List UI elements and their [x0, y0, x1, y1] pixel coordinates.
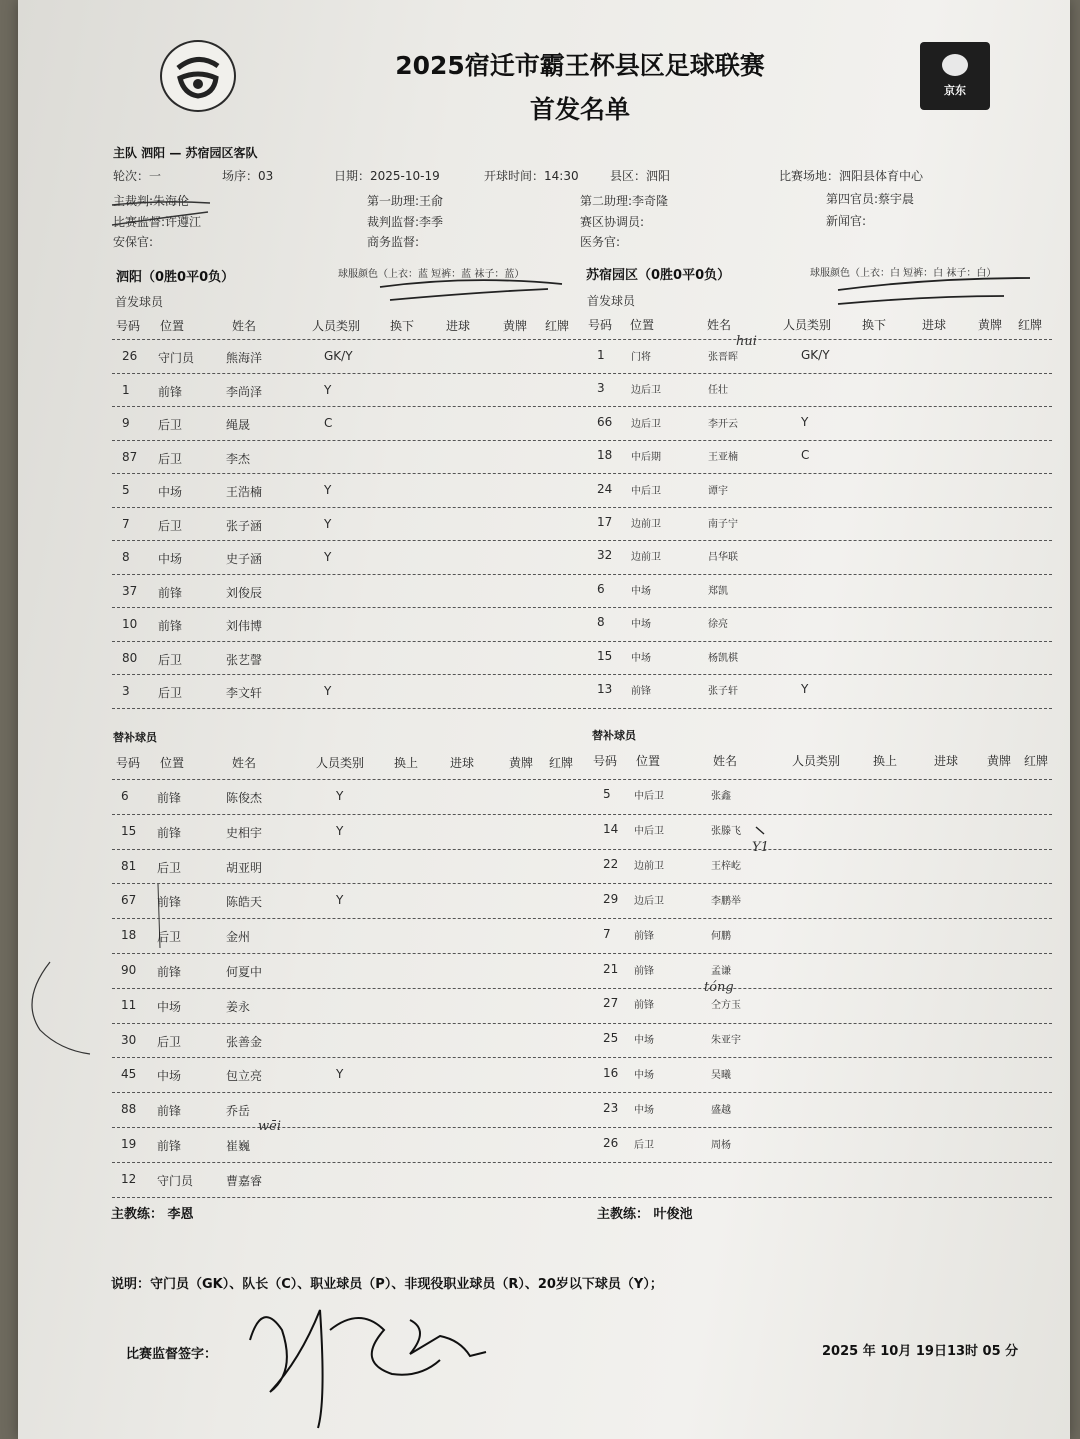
- away-player-position: 中场: [634, 1035, 654, 1047]
- away-player-position: 前锋: [631, 686, 651, 697]
- away-player-position: 中场: [631, 652, 651, 664]
- home-starters-column-header: 换下: [390, 319, 415, 333]
- home-player-name: 陈俊杰: [226, 791, 263, 805]
- away-subs-column-header: 黄牌: [987, 754, 1012, 768]
- home-player-position: 后卫: [157, 930, 182, 945]
- away-player-position: 中后卫: [631, 485, 661, 497]
- away-player-name: 吴曦: [711, 1070, 731, 1082]
- away-player-name: 王梓屹: [711, 860, 741, 872]
- home-starters-label: 首发球员: [115, 295, 164, 309]
- away-player-number: 32: [597, 548, 613, 563]
- home-player-number: 45: [121, 1067, 137, 1082]
- home-player-category: Y: [336, 1067, 344, 1082]
- home-player-number: 8: [122, 550, 130, 564]
- away-starters-column-header: 进球: [922, 318, 947, 332]
- home-player-name: 金州: [226, 930, 251, 945]
- county: 县区：泗阳: [610, 169, 671, 183]
- assistant-referee-2: 第二助理:李奇隆: [580, 194, 669, 208]
- home-player-number: 26: [122, 349, 138, 363]
- away-player-position: 中后卫: [634, 791, 664, 802]
- match-order: 场序：03: [222, 169, 274, 183]
- match-date: 日期：2025-10-19: [334, 169, 440, 183]
- home-player-name: 李文轩: [226, 686, 263, 700]
- home-player-number: 80: [122, 650, 138, 665]
- home-player-number: 5: [122, 483, 130, 497]
- home-player-name: 刘俊辰: [226, 585, 263, 600]
- signature-time: 2025 年 10月 19日13时 05 分: [822, 1344, 1019, 1359]
- home-player-position: 后卫: [157, 860, 182, 875]
- away-player-name: 徐亮: [708, 619, 728, 631]
- row-divider: [112, 708, 1052, 709]
- home-player-category: C: [324, 416, 333, 430]
- home-player-position: 前锋: [158, 619, 183, 633]
- home-subs-column-header: 人员类别: [316, 756, 365, 770]
- away-player-number: 7: [603, 926, 611, 941]
- away-player-name: 任壮: [708, 385, 728, 397]
- referee-assessor: 裁判监督:李季: [367, 215, 444, 229]
- home-player-name: 史相宇: [226, 825, 263, 840]
- away-player-position: 边后卫: [631, 385, 661, 397]
- home-player-name: 刘伟博: [226, 619, 263, 633]
- away-player-number: 26: [603, 1136, 619, 1150]
- home-player-name: 何夏中: [226, 965, 263, 979]
- home-player-position: 中场: [157, 999, 182, 1014]
- away-starters-column-header: 红牌: [1018, 318, 1043, 332]
- row-divider: [112, 779, 1052, 780]
- away-subs-column-header: 号码: [593, 754, 618, 768]
- away-player-name: 吕华联: [708, 552, 738, 564]
- home-starters-column-header: 姓名: [232, 319, 257, 333]
- home-player-position: 中场: [157, 1069, 182, 1084]
- home-player-number: 88: [121, 1102, 137, 1117]
- row-divider: [112, 814, 1052, 815]
- away-head-coach: 主教练： 叶俊池: [597, 1207, 693, 1222]
- away-starters-column-header: 姓名: [707, 318, 732, 332]
- row-divider: [112, 1023, 1052, 1024]
- home-player-name: 张子涵: [226, 518, 263, 533]
- home-player-category: Y: [324, 550, 332, 564]
- handwritten-tong: tóng: [704, 980, 734, 995]
- home-player-number: 19: [121, 1137, 137, 1151]
- away-player-number: 23: [603, 1101, 619, 1116]
- row-divider: [112, 1092, 1052, 1093]
- home-player-number: 11: [121, 997, 137, 1012]
- home-player-position: 守门员: [157, 1173, 194, 1188]
- home-player-number: 6: [121, 789, 129, 803]
- home-player-name: 张善金: [226, 1034, 263, 1049]
- away-player-position: 前锋: [634, 1000, 654, 1012]
- away-player-category: Y: [801, 682, 809, 696]
- away-player-position: 中场: [631, 619, 651, 631]
- row-divider: [112, 1057, 1052, 1058]
- row-divider: [112, 607, 1052, 608]
- away-starters-column-header: 号码: [588, 318, 613, 332]
- away-starters-column-header: 黄牌: [978, 318, 1003, 332]
- away-player-category: GK/Y: [801, 348, 830, 362]
- home-player-name: 曹嘉睿: [226, 1173, 263, 1188]
- home-player-number: 37: [122, 583, 138, 598]
- away-player-number: 15: [597, 648, 613, 663]
- row-divider: [112, 540, 1052, 541]
- away-kit-colors: 球服颜色（上衣：白 短裤：白 袜子：白）: [810, 268, 997, 279]
- away-player-number: 5: [603, 787, 611, 801]
- home-player-position: 前锋: [157, 825, 182, 840]
- home-player-name: 胡亚明: [226, 860, 263, 875]
- away-player-number: 1: [597, 348, 605, 362]
- away-player-name: 仝方玉: [711, 1000, 741, 1012]
- kickoff-time: 开球时间：14:30: [484, 169, 579, 183]
- home-player-number: 1: [122, 382, 130, 397]
- home-subs-label: 替补球员: [113, 731, 157, 744]
- away-player-name: 张子轩: [708, 686, 738, 697]
- home-player-position: 后卫: [158, 686, 183, 700]
- row-divider: [112, 507, 1052, 508]
- away-player-category: Y: [801, 414, 809, 429]
- home-team-name: 泗阳（0胜0平0负）: [116, 270, 235, 285]
- away-player-name: 周杨: [711, 1140, 731, 1151]
- home-player-name: 姜永: [226, 999, 251, 1014]
- home-player-category: Y: [336, 789, 344, 803]
- away-subs-column-header: 红牌: [1024, 754, 1049, 768]
- home-player-number: 81: [121, 858, 137, 873]
- home-player-number: 3: [122, 684, 130, 698]
- legend-note: 说明：守门员（GK）、队长（C）、职业球员（P）、非现役职业球员（R）、20岁以下球员（Y）；: [111, 1277, 663, 1292]
- home-player-category: Y: [336, 823, 344, 838]
- home-player-position: 前锋: [158, 384, 183, 399]
- medical-officer: 医务官:: [580, 235, 621, 249]
- home-starters-column-header: 人员类别: [312, 319, 361, 333]
- away-player-number: 25: [603, 1031, 619, 1046]
- home-player-name: 张艺謦: [226, 652, 263, 667]
- home-player-position: 后卫: [158, 418, 183, 432]
- venue-coordinator: 赛区协调员:: [580, 215, 645, 229]
- away-player-position: 后卫: [634, 1140, 654, 1151]
- home-starters-column-header: 红牌: [545, 319, 570, 333]
- document-subtitle: 首发名单: [529, 95, 630, 124]
- home-kit-colors: 球服颜色（上衣：蓝 短裤：蓝 袜子：蓝）: [338, 269, 525, 280]
- teams-line: 主队 泗阳 — 苏宿园区客队: [113, 146, 258, 160]
- home-player-name: 陈皓天: [226, 895, 263, 910]
- home-player-category: GK/Y: [324, 349, 353, 363]
- home-player-number: 15: [121, 823, 137, 838]
- row-divider: [112, 574, 1052, 575]
- handwritten-y1: Y1: [752, 840, 769, 855]
- home-subs-column-header: 进球: [450, 756, 475, 770]
- row-divider: [112, 440, 1052, 441]
- away-player-position: 边前卫: [631, 552, 661, 564]
- home-player-name: 乔岳: [226, 1104, 251, 1119]
- home-subs-column-header: 号码: [116, 756, 141, 770]
- home-player-position: 前锋: [157, 791, 182, 805]
- home-starters-column-header: 黄牌: [503, 319, 528, 333]
- assistant-referee-1: 第一助理:王俞: [367, 194, 444, 208]
- home-player-category: Y: [324, 382, 332, 397]
- away-player-position: 门将: [631, 352, 651, 363]
- home-player-position: 前锋: [158, 585, 183, 600]
- home-player-position: 前锋: [157, 965, 182, 979]
- home-player-category: Y: [336, 893, 344, 908]
- row-divider: [112, 473, 1052, 474]
- home-head-coach: 主教练： 李恩: [111, 1207, 194, 1222]
- away-player-name: 何鹏: [711, 930, 731, 942]
- away-subs-label: 替补球员: [592, 729, 636, 742]
- press-officer: 新闻官:: [826, 214, 867, 228]
- home-player-position: 前锋: [157, 1104, 182, 1119]
- away-player-number: 29: [603, 891, 619, 906]
- home-player-name: 史子涵: [226, 552, 263, 566]
- home-player-position: 后卫: [158, 451, 183, 466]
- security-officer: 安保官:: [113, 235, 154, 249]
- home-player-category: Y: [324, 516, 332, 531]
- venue: 比赛场地：泗阳县体育中心: [779, 169, 924, 183]
- away-player-position: 边后卫: [631, 418, 661, 430]
- away-player-number: 66: [597, 414, 613, 429]
- away-subs-column-header: 位置: [636, 754, 661, 768]
- row-divider: [112, 1197, 1052, 1198]
- away-player-position: 前锋: [634, 930, 654, 942]
- away-subs-column-header: 进球: [934, 754, 959, 768]
- away-player-category: C: [801, 448, 810, 463]
- away-player-name: 李开云: [708, 418, 738, 430]
- home-player-position: 后卫: [158, 652, 183, 667]
- away-subs-column-header: 换上: [873, 754, 898, 768]
- home-player-position: 守门员: [158, 351, 195, 365]
- away-player-position: 中场: [631, 585, 651, 597]
- home-starters-column-header: 号码: [116, 319, 141, 333]
- away-player-position: 边后卫: [634, 895, 664, 907]
- home-player-name: 李尚泽: [226, 384, 263, 399]
- away-player-name: 盛越: [711, 1105, 731, 1117]
- home-subs-column-header: 黄牌: [509, 756, 534, 770]
- row-divider: [112, 883, 1052, 884]
- home-starters-column-header: 进球: [446, 319, 471, 333]
- away-starters-column-header: 换下: [862, 318, 887, 332]
- away-player-name: 王亚楠: [708, 452, 738, 464]
- row-divider: [112, 1162, 1052, 1163]
- home-player-number: 30: [121, 1032, 137, 1047]
- away-player-name: 郑凯: [708, 585, 728, 597]
- away-player-name: 张晋晖: [708, 352, 738, 363]
- row-divider: [112, 849, 1052, 850]
- home-player-name: 熊海洋: [226, 351, 263, 365]
- home-player-number: 9: [122, 416, 130, 430]
- home-player-number: 67: [121, 893, 137, 908]
- row-divider: [112, 339, 1052, 340]
- away-subs-column-header: 姓名: [713, 754, 738, 768]
- home-player-name: 绳晟: [226, 418, 251, 432]
- away-player-number: 14: [603, 821, 619, 836]
- away-player-number: 16: [603, 1066, 619, 1081]
- away-player-number: 24: [597, 481, 613, 496]
- away-player-position: 中场: [634, 1105, 654, 1117]
- referee: 主裁判:朱海伦: [113, 194, 190, 208]
- row-divider: [112, 953, 1052, 954]
- home-player-number: 7: [122, 516, 130, 531]
- away-player-position: 前锋: [634, 965, 654, 977]
- away-player-name: 李鹏举: [711, 895, 741, 907]
- away-player-position: 边前卫: [634, 860, 664, 872]
- home-player-number: 87: [122, 449, 138, 464]
- row-divider: [112, 641, 1052, 642]
- match-supervisor: 比赛监督:许遵江: [113, 215, 202, 229]
- row-divider: [112, 1127, 1052, 1128]
- row-divider: [112, 406, 1052, 407]
- away-player-number: 21: [603, 961, 619, 976]
- away-player-position: 中场: [634, 1070, 654, 1082]
- home-starters-column-header: 位置: [160, 319, 185, 333]
- home-subs-column-header: 红牌: [549, 756, 574, 770]
- row-divider: [112, 988, 1052, 989]
- home-subs-column-header: 姓名: [232, 756, 257, 770]
- home-player-position: 中场: [158, 552, 183, 566]
- away-starters-column-header: 位置: [630, 318, 655, 332]
- home-player-position: 中场: [158, 485, 183, 499]
- home-player-number: 10: [122, 617, 138, 631]
- away-starters-label: 首发球员: [587, 294, 636, 308]
- away-player-position: 中后期: [631, 452, 661, 464]
- home-subs-column-header: 换上: [394, 756, 419, 770]
- away-player-number: 27: [603, 996, 619, 1011]
- away-player-number: 18: [597, 448, 613, 463]
- away-player-position: 边前卫: [631, 519, 661, 530]
- row-divider: [112, 674, 1052, 675]
- document-title: 2025宿迁市霸王杯县区足球联赛: [395, 51, 765, 80]
- away-player-number: 22: [603, 856, 619, 871]
- home-player-name: 崔巍: [226, 1139, 251, 1153]
- away-subs-column-header: 人员类别: [792, 754, 841, 768]
- away-team-name: 苏宿园区（0胜0平0负）: [586, 268, 731, 283]
- away-player-name: 谭宇: [708, 485, 728, 497]
- signature-label: 比赛监督签字：: [126, 1347, 218, 1362]
- fourth-official: 第四官员:蔡宇晨: [826, 192, 915, 206]
- away-player-name: 孟谦: [711, 965, 731, 977]
- round: 轮次：一: [113, 169, 162, 183]
- commercial-supervisor: 商务监督:: [367, 235, 420, 249]
- home-player-position: 后卫: [157, 1034, 182, 1049]
- away-player-name: 杨凯棋: [708, 652, 738, 664]
- away-player-number: 8: [597, 615, 605, 630]
- away-player-number: 17: [597, 515, 613, 529]
- home-player-position: 后卫: [158, 518, 183, 533]
- handwritten-hui: hui: [736, 334, 757, 349]
- home-subs-column-header: 位置: [160, 756, 185, 770]
- away-player-name: 朱亚宇: [711, 1035, 741, 1047]
- home-player-name: 李杰: [226, 451, 251, 466]
- away-player-name: 张鑫: [711, 791, 731, 802]
- away-starters-column-header: 人员类别: [783, 318, 832, 332]
- away-player-name: 南子宁: [708, 519, 738, 530]
- home-player-name: 包立亮: [226, 1069, 263, 1084]
- away-player-number: 13: [597, 682, 613, 696]
- home-player-category: Y: [324, 684, 332, 698]
- home-player-number: 90: [121, 963, 137, 977]
- home-player-number: 18: [121, 928, 137, 943]
- row-divider: [112, 918, 1052, 919]
- home-player-name: 王浩楠: [226, 485, 263, 499]
- away-player-name: 张滕飞: [711, 825, 741, 837]
- sponsor-name: 京东: [944, 84, 966, 97]
- home-player-position: 前锋: [157, 895, 182, 910]
- away-player-number: 3: [597, 381, 605, 396]
- home-player-position: 前锋: [157, 1139, 182, 1153]
- handwritten-wei: wēi: [258, 1119, 281, 1134]
- row-divider: [112, 373, 1052, 374]
- away-player-number: 6: [597, 581, 605, 596]
- away-player-position: 中后卫: [634, 825, 664, 837]
- home-player-number: 12: [121, 1171, 137, 1186]
- home-player-category: Y: [324, 483, 332, 497]
